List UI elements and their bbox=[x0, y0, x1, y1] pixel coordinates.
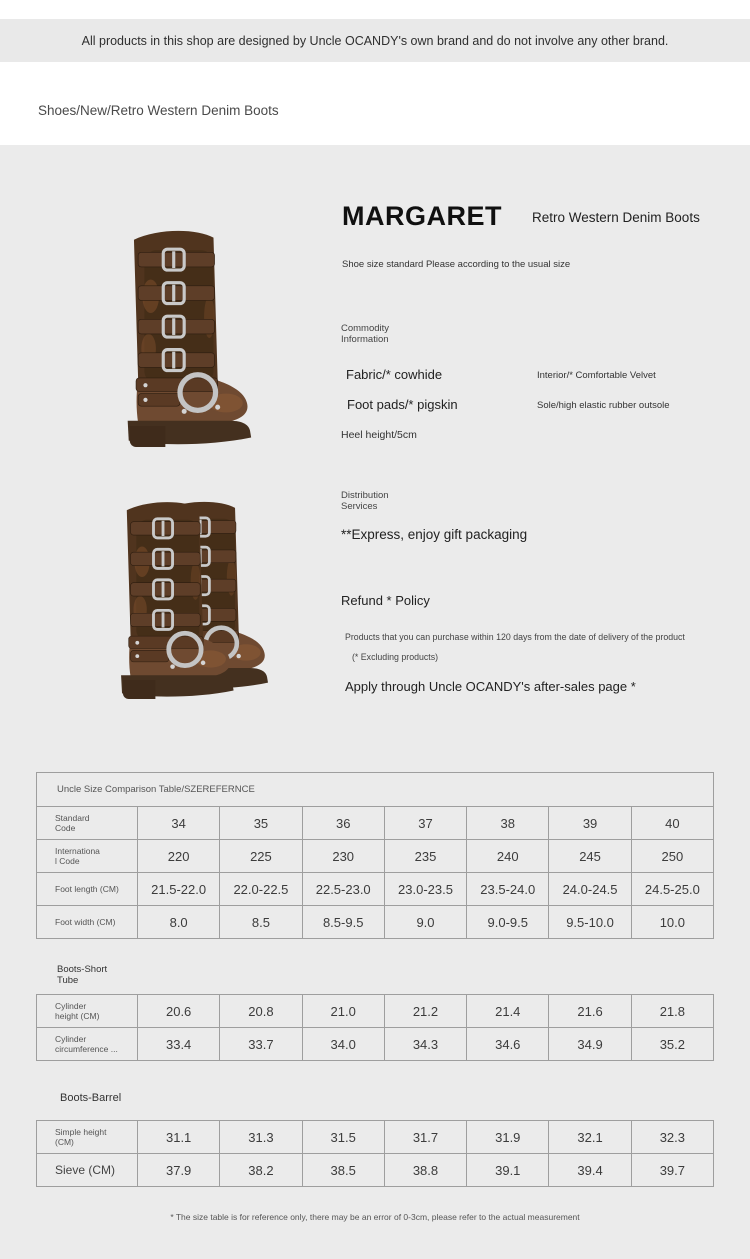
table-row bbox=[37, 807, 714, 840]
size-value-cell: 9.0 bbox=[384, 906, 466, 939]
size-value-cell: 21.5-22.0 bbox=[138, 873, 220, 906]
heel-height-spec: Heel height/5cm bbox=[341, 429, 417, 441]
size-value-cell: 35.2 bbox=[631, 1028, 713, 1061]
product-header bbox=[342, 201, 700, 232]
table-row bbox=[37, 1154, 714, 1187]
size-value-cell: 245 bbox=[549, 840, 631, 873]
commodity-information-label: Commodity Information bbox=[341, 323, 390, 345]
brand-name: MARGARET bbox=[342, 201, 502, 231]
product-image-boot-pair[interactable] bbox=[88, 495, 280, 700]
size-value-cell: 39.7 bbox=[631, 1154, 713, 1187]
interior-spec: Interior/* Comfortable Velvet bbox=[537, 370, 656, 381]
size-value-cell: 31.3 bbox=[220, 1121, 302, 1154]
single-boot-illustration bbox=[90, 223, 270, 448]
size-value-cell: 38.5 bbox=[302, 1154, 384, 1187]
announcement-text: All products in this shop are designed by Uncle OCANDY's own brand and do not involve any other brand. bbox=[81, 33, 669, 48]
row-label: Foot width (CM) bbox=[37, 906, 138, 939]
barrel-table bbox=[36, 1120, 714, 1187]
refund-policy-line1: Products that you can purchase within 120 days from the date of delivery of the product bbox=[345, 632, 685, 642]
refund-policy-title: Refund * Policy bbox=[341, 593, 430, 608]
distribution-services-label: Distribution Services bbox=[341, 490, 389, 512]
row-label: Cylinder height (CM) bbox=[37, 995, 138, 1028]
announcement-banner bbox=[0, 19, 750, 62]
size-standard-note: Shoe size standard Please according to the usual size bbox=[342, 259, 571, 270]
size-value-cell: 34 bbox=[138, 807, 220, 840]
product-image-single-boot[interactable] bbox=[90, 223, 270, 448]
size-value-cell: 34.6 bbox=[467, 1028, 549, 1061]
size-value-cell: 39 bbox=[549, 807, 631, 840]
size-value-cell: 21.4 bbox=[467, 995, 549, 1028]
size-value-cell: 39.1 bbox=[467, 1154, 549, 1187]
express-note: **Express, enjoy gift packaging bbox=[341, 527, 528, 542]
size-value-cell: 34.3 bbox=[384, 1028, 466, 1061]
size-value-cell: 21.8 bbox=[631, 995, 713, 1028]
size-value-cell: 31.5 bbox=[302, 1121, 384, 1154]
size-value-cell: 240 bbox=[467, 840, 549, 873]
after-sales-note: Apply through Uncle OCANDY's after-sales page * bbox=[345, 679, 636, 694]
size-value-cell: 9.0-9.5 bbox=[467, 906, 549, 939]
size-value-cell: 38.8 bbox=[384, 1154, 466, 1187]
table-row bbox=[37, 873, 714, 906]
size-tables bbox=[36, 772, 714, 1222]
refund-policy-line2: (* Excluding products) bbox=[352, 652, 439, 662]
size-value-cell: 225 bbox=[220, 840, 302, 873]
size-value-cell: 23.0-23.5 bbox=[384, 873, 466, 906]
row-label: Cylinder circumference ... bbox=[37, 1028, 138, 1061]
size-value-cell: 22.5-23.0 bbox=[302, 873, 384, 906]
table-row bbox=[37, 1121, 714, 1154]
sole-spec: Sole/high elastic rubber outsole bbox=[537, 400, 670, 411]
row-label: Foot length (CM) bbox=[37, 873, 138, 906]
size-value-cell: 39.4 bbox=[549, 1154, 631, 1187]
size-value-cell: 220 bbox=[138, 840, 220, 873]
fabric-spec: Fabric/* cowhide bbox=[346, 367, 443, 382]
product-title: Retro Western Denim Boots bbox=[532, 210, 700, 225]
size-value-cell: 40 bbox=[631, 807, 713, 840]
size-value-cell: 34.0 bbox=[302, 1028, 384, 1061]
size-value-cell: 33.7 bbox=[220, 1028, 302, 1061]
size-value-cell: 37 bbox=[384, 807, 466, 840]
table-row bbox=[37, 840, 714, 873]
size-value-cell: 23.5-24.0 bbox=[467, 873, 549, 906]
size-value-cell: 38.2 bbox=[220, 1154, 302, 1187]
size-value-cell: 8.0 bbox=[138, 906, 220, 939]
size-table-title: Uncle Size Comparison Table/SZEREFERNCE bbox=[37, 773, 714, 807]
row-label: Internationa l Code bbox=[37, 840, 138, 873]
size-value-cell: 33.4 bbox=[138, 1028, 220, 1061]
size-value-cell: 37.9 bbox=[138, 1154, 220, 1187]
size-value-cell: 24.0-24.5 bbox=[549, 873, 631, 906]
boots-short-tube-heading: Boots-Short Tube bbox=[57, 964, 108, 986]
size-value-cell: 35 bbox=[220, 807, 302, 840]
table-row bbox=[37, 1028, 714, 1061]
table-row bbox=[37, 995, 714, 1028]
row-label: Sieve (CM) bbox=[37, 1154, 138, 1187]
size-table-footnote: * The size table is for reference only, there may be an error of 0-3cm, please refer to the actual measurement bbox=[170, 1212, 580, 1222]
size-value-cell: 24.5-25.0 bbox=[631, 873, 713, 906]
size-value-cell: 34.9 bbox=[549, 1028, 631, 1061]
size-value-cell: 235 bbox=[384, 840, 466, 873]
size-value-cell: 38 bbox=[467, 807, 549, 840]
short-tube-table bbox=[36, 994, 714, 1061]
size-value-cell: 8.5-9.5 bbox=[302, 906, 384, 939]
size-value-cell: 8.5 bbox=[220, 906, 302, 939]
size-value-cell: 21.2 bbox=[384, 995, 466, 1028]
size-value-cell: 20.6 bbox=[138, 995, 220, 1028]
boot-pair-illustration bbox=[88, 495, 280, 700]
footpads-spec: Foot pads/* pigskin bbox=[347, 397, 458, 412]
size-value-cell: 250 bbox=[631, 840, 713, 873]
boots-barrel-heading: Boots-Barrel bbox=[60, 1092, 122, 1104]
size-value-cell: 10.0 bbox=[631, 906, 713, 939]
size-value-cell: 32.3 bbox=[631, 1121, 713, 1154]
table-row bbox=[37, 906, 714, 939]
size-value-cell: 20.8 bbox=[220, 995, 302, 1028]
size-comparison-table bbox=[36, 772, 714, 939]
row-label: Simple height (CM) bbox=[37, 1121, 138, 1154]
size-value-cell: 21.6 bbox=[549, 995, 631, 1028]
size-value-cell: 36 bbox=[302, 807, 384, 840]
size-value-cell: 230 bbox=[302, 840, 384, 873]
size-value-cell: 31.1 bbox=[138, 1121, 220, 1154]
product-detail-section bbox=[0, 145, 750, 1259]
size-value-cell: 31.9 bbox=[467, 1121, 549, 1154]
size-value-cell: 9.5-10.0 bbox=[549, 906, 631, 939]
breadcrumb[interactable]: Shoes/New/Retro Western Denim Boots bbox=[38, 103, 279, 118]
breadcrumb-bar bbox=[0, 62, 750, 145]
size-value-cell: 31.7 bbox=[384, 1121, 466, 1154]
size-value-cell: 22.0-22.5 bbox=[220, 873, 302, 906]
size-value-cell: 21.0 bbox=[302, 995, 384, 1028]
size-value-cell: 32.1 bbox=[549, 1121, 631, 1154]
row-label: Standard Code bbox=[37, 807, 138, 840]
